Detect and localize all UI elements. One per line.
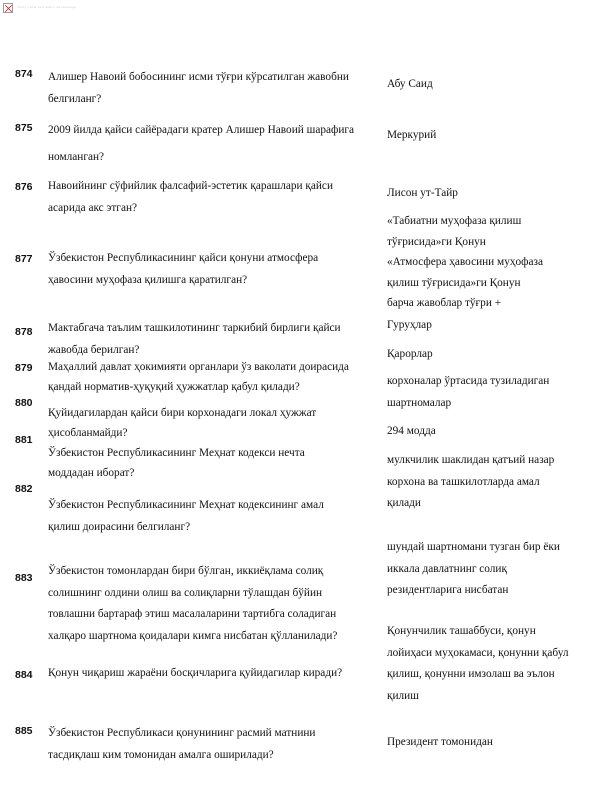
- answer-line: Гуруҳлар: [387, 319, 432, 331]
- question-text: [48, 663, 378, 685]
- question-text: [48, 248, 378, 291]
- question-line: Ўзбекистон Республикасининг Меҳнат кодексининг амал: [48, 499, 324, 511]
- question-line: Ўзбекистон томонлардан бири бўлган, иккиёқлама солиқ: [48, 565, 324, 577]
- answer-text: [387, 183, 607, 205]
- question-text: [48, 357, 378, 397]
- question-line: белгиланг?: [48, 92, 102, 105]
- question-line: халқаро шартнома қоидалари кимга нисбатан қўлланилади?: [48, 629, 338, 642]
- question-number: 874: [15, 68, 33, 80]
- answer-text: [387, 315, 607, 337]
- answer-text: [387, 371, 607, 414]
- answer-text: [387, 537, 607, 602]
- answer-text: [387, 125, 607, 147]
- answer-line: иккала давлатнинг солиқ: [387, 562, 507, 575]
- question-number: 883: [15, 572, 33, 584]
- question-line: қандай норматив-ҳуқуқий ҳужжатлар қабул қилади?: [48, 381, 300, 393]
- question-number: 876: [15, 181, 33, 193]
- answer-line: Абу Саид: [387, 78, 433, 90]
- question-number: 882: [15, 483, 33, 495]
- question-line: қилиш доирасини белгиланг?: [48, 520, 191, 533]
- question-line: Навоийнинг сўфийлик фалсафий-эстетик қарашлари қайси: [48, 180, 333, 192]
- question-line: моддадан иборат?: [48, 467, 135, 479]
- answer-line: тўғрисида»ги Қонун: [387, 235, 486, 248]
- question-number: 881: [15, 434, 33, 446]
- question-number: 885: [15, 725, 33, 737]
- question-text: [48, 495, 378, 538]
- question-number: 878: [15, 326, 33, 338]
- question-line: товлашни бартараф этиш масалаларини тартибга соладиган: [48, 608, 337, 620]
- answer-line: қилиш: [387, 689, 419, 702]
- question-line: Қонун чиқариш жараёни босқичларига қуйидагилар киради?: [48, 667, 343, 679]
- question-text: [48, 318, 378, 361]
- answer-text: [387, 732, 607, 754]
- question-line: Маҳаллий давлат ҳокимияти органлари ўз ваколати доирасида: [48, 361, 349, 373]
- answer-line: қилади: [387, 497, 421, 509]
- question-line: номланган?: [48, 151, 105, 163]
- answer-line: қилиш тўғрисида»ги Қонун: [387, 276, 521, 289]
- answer-text: [387, 421, 607, 443]
- question-line: солишнинг олдини олиш ва солиқларни тўлашдан бўйин: [48, 586, 323, 599]
- broken-image-icon: [3, 3, 13, 13]
- answer-line: қилиш, қонунни имзолаш ва эълон: [387, 668, 555, 680]
- question-number: 880: [15, 397, 33, 409]
- question-text: [48, 117, 378, 171]
- question-line: 2009 йилда қайси сайёрадаги кратер Алишер Навоий шарафига: [48, 124, 355, 136]
- question-line: тасдиқлаш ким томонидан амалга оширилади?: [48, 748, 274, 761]
- answer-line: корхоналар ўртасида тузиладиган: [387, 375, 550, 387]
- question-text: [48, 561, 378, 647]
- answer-text: [387, 344, 607, 366]
- question-line: жавобда берилган?: [48, 343, 140, 356]
- question-line: асарида акс этган?: [48, 201, 138, 214]
- question-text: [48, 67, 378, 110]
- question-line: Ўзбекистон Республикасининг Меҳнат кодекси нечта: [48, 447, 305, 459]
- answer-line: корхона ва ташкилотларда амал: [387, 475, 540, 488]
- answer-text: [387, 74, 607, 96]
- question-line: Ўзбекистон Республикаси қонунининг расмий матнини: [48, 727, 316, 739]
- question-text: [48, 443, 378, 483]
- question-text: [48, 403, 378, 443]
- question-line: ҳисобланмайди?: [48, 427, 128, 439]
- broken-image-caption: Ушбу расм ёки файл юкланмади: [17, 5, 77, 9]
- question-line: ҳавосини муҳофаза қилишга қаратилган?: [48, 273, 248, 286]
- question-text: [48, 723, 378, 766]
- answer-text: [387, 211, 607, 314]
- answer-line: «Атмосфера ҳавосини муҳофаза: [387, 256, 543, 268]
- question-line: Қуйидагилардан қайси бири корхонадаги локал ҳужжат: [48, 407, 317, 419]
- question-text: [48, 176, 378, 219]
- answer-line: Қонунчилик ташаббуси, қонун: [387, 625, 536, 637]
- question-line: Мактабгача таълим ташкилотининг таркибий бирлиги қайси: [48, 322, 341, 334]
- answer-line: Қарорлар: [387, 348, 433, 360]
- question-line: Ўзбекистон Республикасининг қайси қонуни атмосфера: [48, 252, 319, 264]
- question-number: 877: [15, 253, 33, 265]
- question-number: 875: [15, 122, 33, 134]
- answer-line: шартномалар: [387, 396, 452, 409]
- answer-line: Лисон ут-Тайр: [387, 187, 458, 199]
- answer-line: 294 модда: [387, 425, 436, 437]
- answer-line: «Табиатни муҳофаза қилиш: [387, 215, 522, 227]
- question-number: 879: [15, 362, 33, 374]
- answer-line: Президент томонидан: [387, 736, 493, 748]
- answer-text: [387, 450, 607, 515]
- answer-line: мулкчилик шаклидан қатъий назар: [387, 454, 555, 466]
- answer-text: [387, 621, 607, 707]
- answer-line: шундай шартномани тузган бир ёки: [387, 541, 560, 553]
- question-number: 884: [15, 669, 33, 681]
- answer-line: барча жавоблар тўғри +: [387, 297, 502, 309]
- answer-line: лойиҳаси муҳокамаси, қонунни қабул: [387, 646, 569, 659]
- answer-line: резидентларига нисбатан: [387, 584, 509, 596]
- answer-line: Меркурий: [387, 129, 437, 141]
- question-line: Алишер Навоий бобосининг исми тўғри кўрсатилган жавобни: [48, 71, 349, 83]
